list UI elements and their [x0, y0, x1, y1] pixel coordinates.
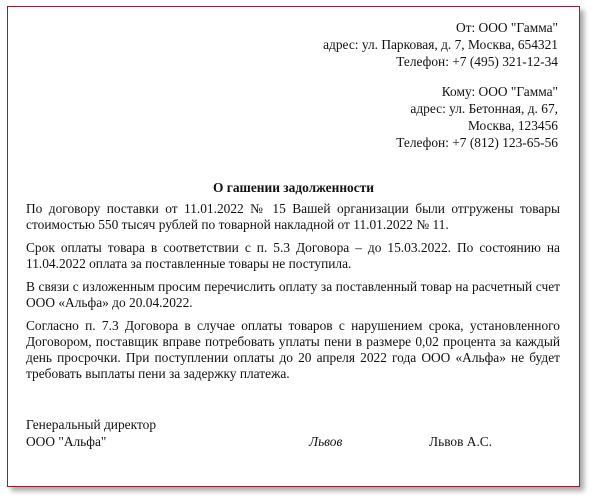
body-paragraph-4: [26, 318, 560, 382]
recipient-address-city: Москва, 123456: [467, 118, 558, 133]
paragraph-text: В связи с изложенным просим перечислить оплату за поставленный товар на расчетный счет ООО «Альфа» до 20.04.2022.: [26, 279, 560, 310]
body-paragraph-3: [26, 279, 560, 311]
handwritten-signature: Львов: [309, 434, 343, 449]
letter-page: [7, 6, 580, 487]
sender-address: адрес: ул. Парковая, д. 7, Москва, 654321: [323, 37, 558, 52]
paragraph-text: Согласно п. 7.3 Договора в случае оплаты товаров с нарушением срока, установленного Договором, поставщик вправе потребовать уплаты пени в размере 0,02 процента за каждый день просрочки. При поступлении оплаты до 20 апреля 2022 года ООО «Альфа» не будет требовать выплаты пени за задержку платежа.: [26, 318, 560, 381]
sender-name: От: ООО "Гамма": [455, 20, 558, 35]
letter-title: О гашении задолженности: [212, 180, 374, 195]
sender-block: [323, 19, 558, 70]
recipient-address-street: адрес: ул. Бетонная, д. 67,: [410, 101, 558, 116]
sender-phone: Телефон: +7 (495) 321-12-34: [396, 54, 558, 69]
paragraph-text: По договору поставки от 11.01.2022 № 15 Вашей организации были отгружены товары стоимостью 550 тысяч рублей по товарной накладной от 11.01.2022 № 11.: [26, 201, 560, 232]
signatory-position: Генеральный директор: [26, 417, 157, 432]
body-paragraph-2: [26, 240, 560, 272]
paragraph-text: Срок оплаты товара в соответствии с п. 5.3 Договора – до 15.03.2022. По состоянию на 11.04.2022 оплата за поставленные товары не поступила.: [26, 240, 560, 271]
body-paragraph-1: [26, 201, 560, 233]
signatory-organization: ООО "Альфа": [26, 434, 107, 449]
recipient-block: [396, 83, 558, 151]
recipient-phone: Телефон: +7 (812) 123-65-56: [396, 135, 558, 150]
signatory-name: Львов А.С.: [429, 434, 493, 449]
recipient-name: Кому: ООО "Гамма": [441, 84, 558, 99]
